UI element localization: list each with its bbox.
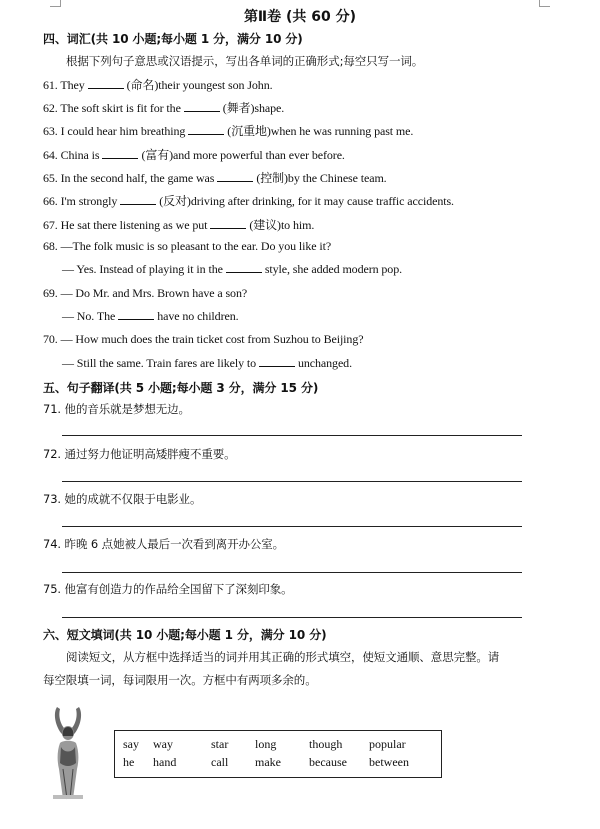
- answer-blank[interactable]: [259, 356, 295, 367]
- section-6-instruction-line2: 每空限填一词，每词限用一次。方框中有两项多余的。: [43, 673, 317, 687]
- section-4-heading: 四、词汇(共 10 小题;每小题 1 分，满分 10 分): [43, 32, 303, 46]
- word-bank-word: popular: [369, 737, 406, 751]
- question-62: [43, 99, 284, 116]
- word-bank-word: way: [153, 737, 173, 751]
- word-bank-word: because: [309, 755, 347, 769]
- question-69-prompt: 69. — Do Mr. and Mrs. Brown have a son?: [43, 286, 248, 300]
- question-68-response: [62, 262, 402, 277]
- section-5-heading: 五、句子翻译(共 5 小题;每小题 3 分，满分 15 分): [43, 381, 319, 395]
- question-75: 75. 他富有创造力的作品给全国留下了深刻印象。: [43, 582, 293, 596]
- answer-line-71[interactable]: [62, 435, 522, 436]
- word-bank-word: make: [255, 755, 281, 769]
- word-bank-word: call: [211, 755, 229, 769]
- question-text: (舞者)shape.: [222, 101, 285, 115]
- dancer-illustration: [43, 703, 93, 801]
- question-text: 64. China is: [43, 148, 100, 162]
- answer-blank[interactable]: [120, 194, 156, 205]
- question-74: 74. 昨晚 6 点她被人最后一次看到离开办公室。: [43, 537, 285, 551]
- question-text: 61. They: [43, 78, 85, 92]
- question-65: [43, 169, 387, 186]
- question-68-prompt: 68. —The folk music is so pleasant to the ear. Do you like it?: [43, 239, 332, 253]
- question-text: (反对)driving after drinking, for it may cause traffic accidents.: [159, 194, 454, 208]
- word-bank-word: though: [309, 737, 343, 751]
- word-bank-word: he: [123, 755, 135, 769]
- answer-blank[interactable]: [184, 101, 220, 112]
- section-6-heading: 六、短文填词(共 10 小题;每小题 1 分，满分 10 分): [43, 628, 327, 642]
- question-text: (控制)by the Chinese team.: [256, 171, 387, 185]
- answer-line-75[interactable]: [62, 617, 522, 618]
- question-66: [43, 192, 454, 209]
- word-bank-word: long: [255, 737, 277, 751]
- question-text: — Yes. Instead of playing it in the: [62, 262, 223, 276]
- question-text: have no children.: [157, 309, 239, 323]
- question-text: (建议)to him.: [249, 218, 315, 232]
- word-bank-box: [114, 730, 442, 778]
- question-70-prompt: 70. — How much does the train ticket cost from Suzhou to Beijing?: [43, 332, 364, 346]
- answer-blank[interactable]: [210, 218, 246, 229]
- question-67: [43, 216, 314, 233]
- question-text: 66. I'm strongly: [43, 194, 118, 208]
- answer-line-73[interactable]: [62, 526, 522, 527]
- page-title: 第Ⅱ卷 (共 60 分): [243, 9, 357, 25]
- question-text: — Still the same. Train fares are likely to: [62, 356, 256, 370]
- answer-line-74[interactable]: [62, 572, 522, 573]
- question-63: [43, 122, 413, 139]
- answer-blank[interactable]: [226, 262, 262, 273]
- section-6-instruction-line1: 阅读短文，从方框中选择适当的词并用其正确的形式填空，使短文通顺、意思完整。请: [66, 650, 500, 664]
- question-text: unchanged.: [298, 356, 352, 370]
- question-text: — No. The: [62, 309, 116, 323]
- question-73: 73. 她的成就不仅限于电影业。: [43, 492, 202, 506]
- question-text: (命名)their youngest son John.: [126, 78, 273, 92]
- answer-blank[interactable]: [102, 148, 138, 159]
- question-text: (富有)and more powerful than ever before.: [141, 148, 345, 162]
- word-bank-word: say: [123, 737, 139, 751]
- question-72: 72. 通过努力他证明高矮胖瘦不重要。: [43, 447, 236, 461]
- question-text: 67. He sat there listening as we put: [43, 218, 208, 232]
- word-bank-word: between: [369, 755, 409, 769]
- question-text: style, she added modern pop.: [264, 262, 402, 276]
- answer-blank[interactable]: [118, 309, 154, 320]
- question-70-response: [62, 356, 352, 371]
- question-64: [43, 146, 345, 163]
- word-bank-word: star: [211, 737, 229, 751]
- section-4-instruction: 根据下列句子意思或汉语提示，写出各单词的正确形式;每空只写一词。: [66, 54, 424, 68]
- word-bank-word: hand: [153, 755, 177, 769]
- answer-line-72[interactable]: [62, 481, 522, 482]
- answer-blank[interactable]: [217, 171, 253, 182]
- answer-blank[interactable]: [188, 124, 224, 135]
- question-text: 65. In the second half, the game was: [43, 171, 215, 185]
- question-text: (沉重地)when he was running past me.: [227, 124, 414, 138]
- answer-blank[interactable]: [88, 78, 124, 89]
- question-69-response: [62, 309, 239, 324]
- question-text: 62. The soft skirt is fit for the: [43, 101, 181, 115]
- question-71: 71. 他的音乐就是梦想无边。: [43, 402, 190, 416]
- question-text: 63. I could hear him breathing: [43, 124, 186, 138]
- question-61: [43, 76, 273, 93]
